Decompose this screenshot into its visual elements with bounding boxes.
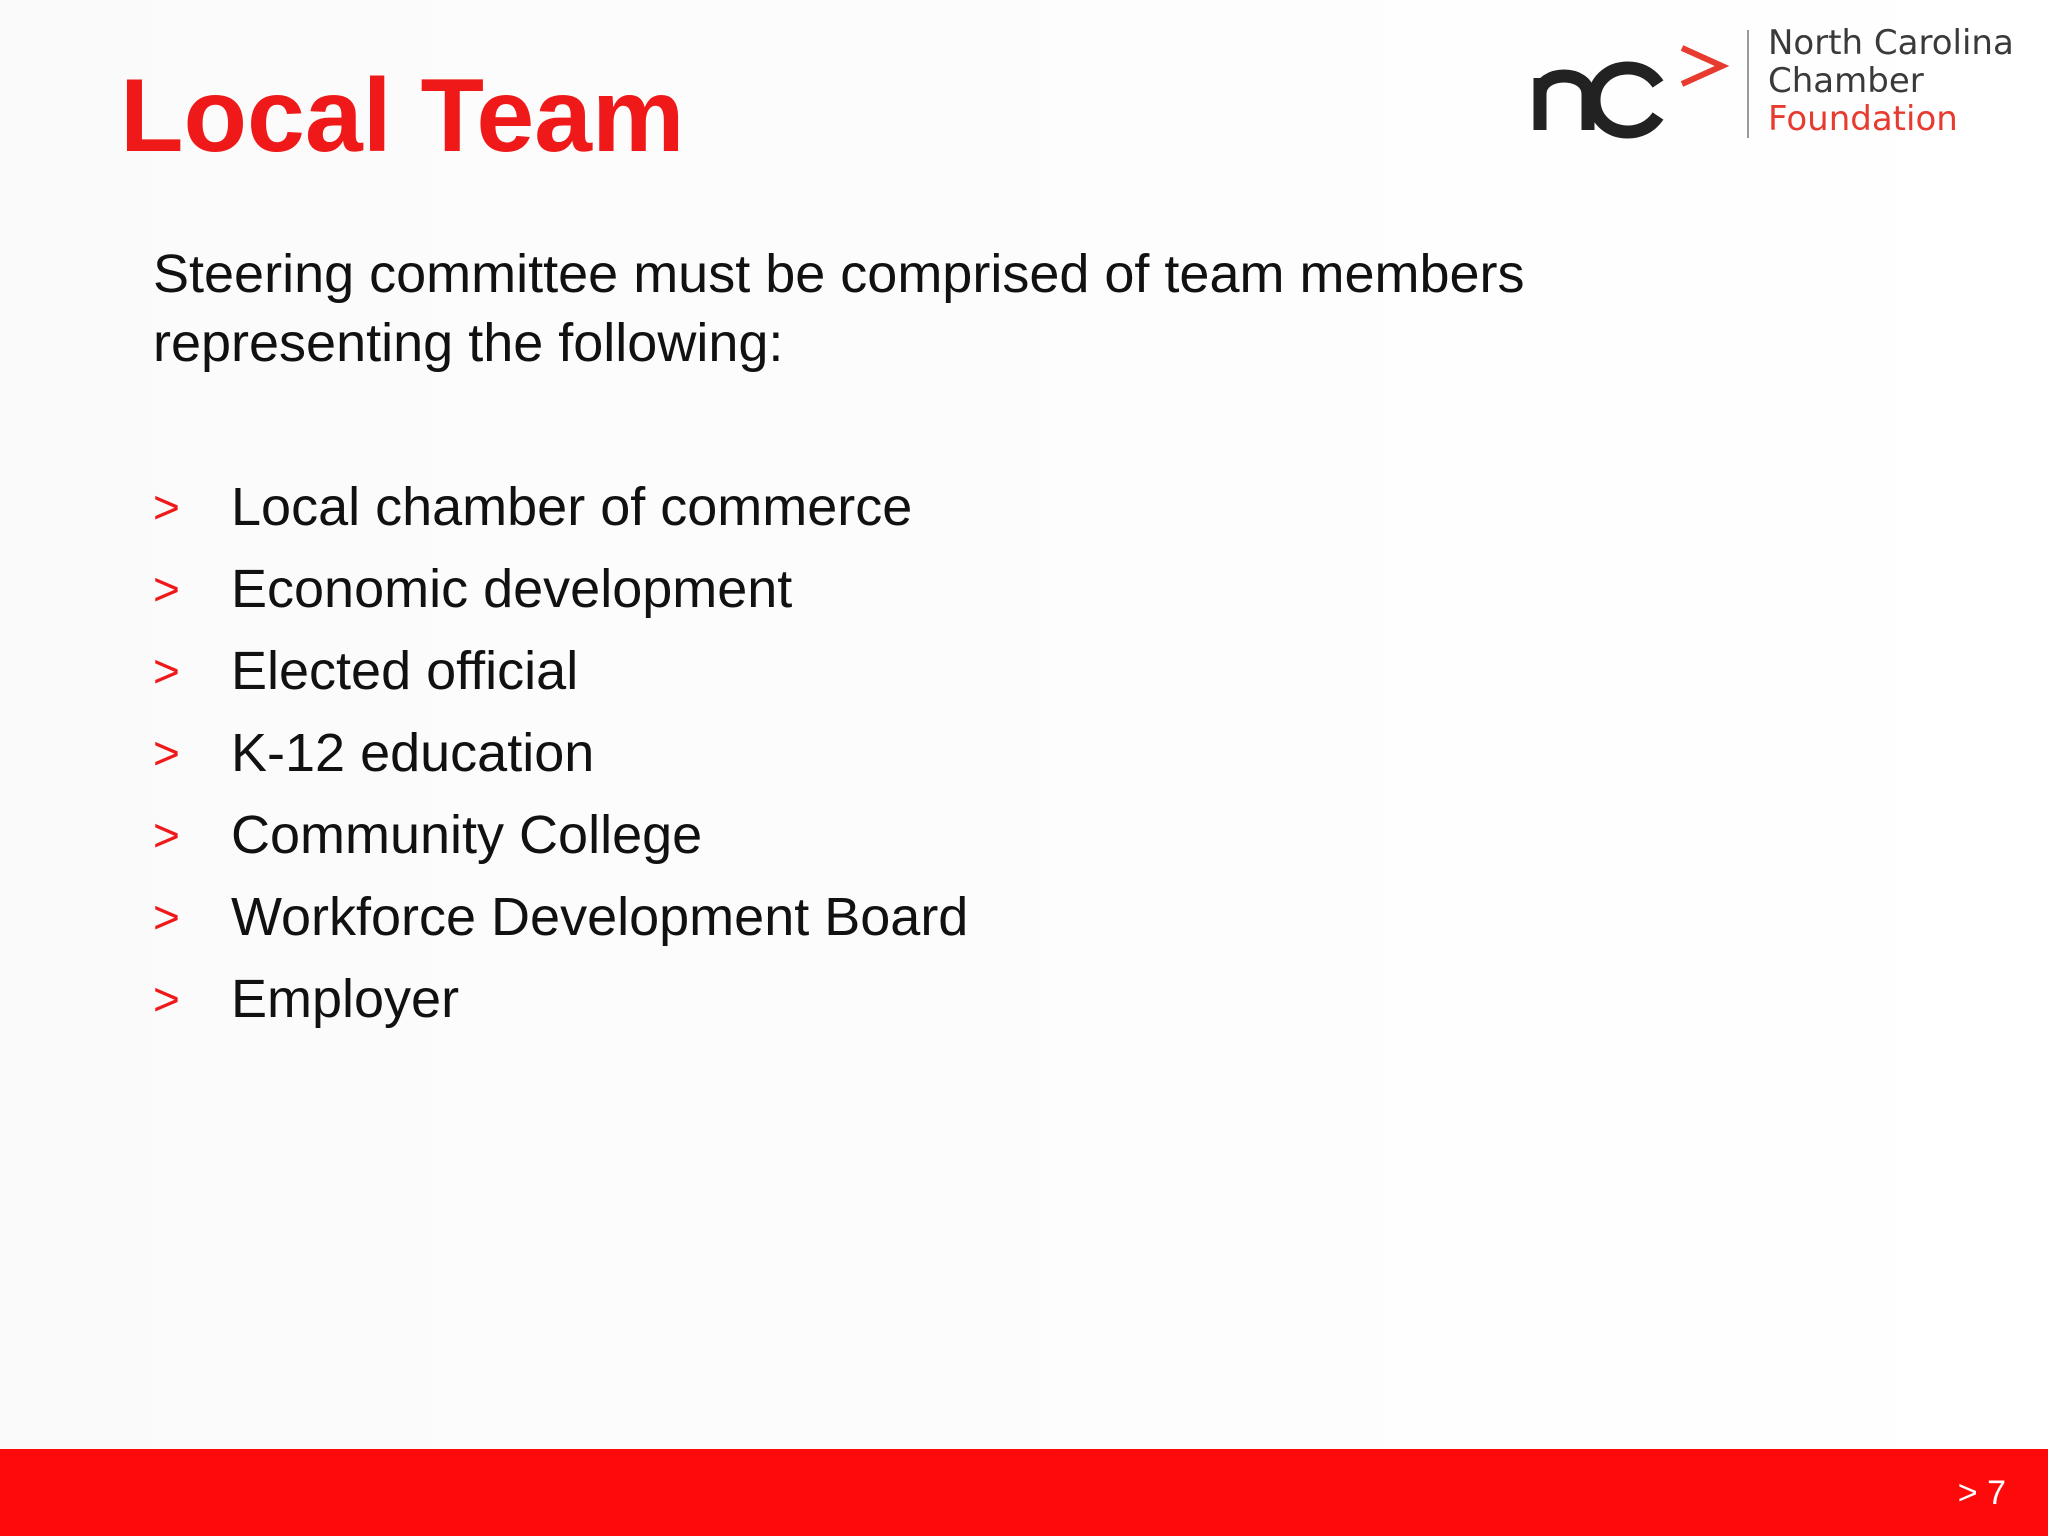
bullet-text: Elected official <box>231 641 579 701</box>
bullet-text: Community College <box>231 805 703 865</box>
page-number: > 7 <box>1957 1474 2006 1512</box>
bullet-text: Local chamber of commerce <box>231 477 913 537</box>
bullet-chevron-icon: > <box>153 645 180 697</box>
bullet-chevron-icon: > <box>153 727 180 779</box>
slide-title: Local Team <box>120 58 685 174</box>
bullet-text: Economic development <box>231 559 793 619</box>
bullet-chevron-icon: > <box>153 563 180 615</box>
intro-text: Steering committee must be comprised of team members representing the following: <box>153 244 1525 373</box>
bullet-text: Workforce Development Board <box>231 887 969 947</box>
logo-divider <box>1747 30 1749 138</box>
bullet-chevron-icon: > <box>153 809 180 861</box>
bullet-chevron-icon: > <box>153 481 180 533</box>
bullet-chevron-icon: > <box>153 891 180 943</box>
bullet-text: Employer <box>231 969 460 1029</box>
bullet-text: K-12 education <box>231 723 595 783</box>
footer-bar <box>0 1449 2048 1536</box>
logo-line-chamber: Chamber <box>1768 61 1924 101</box>
bullet-chevron-icon: > <box>153 973 180 1025</box>
logo-line-foundation: Foundation <box>1768 99 1958 139</box>
nc-chamber-foundation-logo <box>1532 24 2012 144</box>
logo-wordmark <box>1768 24 2014 138</box>
logo-line-north-carolina: North Carolina <box>1768 23 2014 63</box>
nc-logo-mark <box>1532 32 1732 152</box>
